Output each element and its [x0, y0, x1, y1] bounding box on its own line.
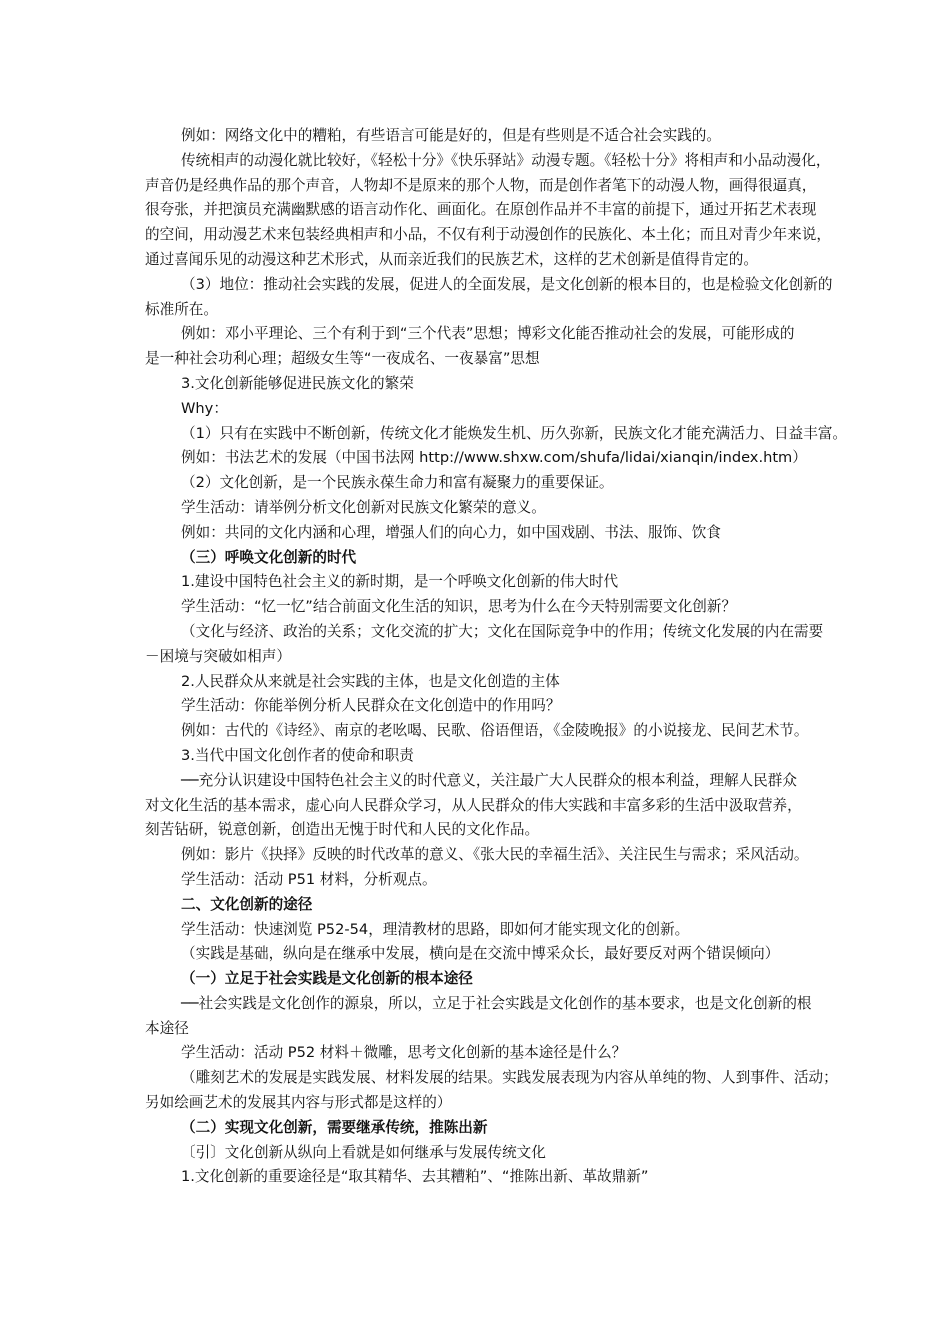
- document-body: [145, 124, 903, 1190]
- text-line: 例如：邓小平理论、三个有利于到“三个代表”思想；博彩文化能否推动社会的发展，可能形成的: [181, 325, 795, 343]
- section-heading: （二）实现文化创新，需要继承传统，推陈出新: [181, 1118, 488, 1136]
- text-line: 学生活动：快速浏览 P52-54，理清教材的思路，即如何才能实现文化的创新。: [181, 920, 690, 938]
- text-line: 例如：书法艺术的发展（中国书法网 http://www.shxw.com/shufa/lidai/xianqin/index.htm）: [181, 449, 807, 467]
- text-line: 标准所在。: [145, 300, 218, 318]
- text-line: 〔引〕文化创新从纵向上看就是如何继承与发展传统文化: [181, 1143, 546, 1161]
- text-line: 的空间，用动漫艺术来包装经典相声和小品，不仅有利于动漫创作的民族化、本土化；而且对青少年来说，: [145, 226, 831, 244]
- text-line: 学生活动：活动 P52 材料＋微雕，思考文化创新的基本途径是什么？: [181, 1044, 627, 1062]
- text-line: Why：: [181, 399, 228, 417]
- text-line: －困境与突破如相声）: [145, 647, 291, 665]
- text-line: 声音仍是经典作品的那个声音，人物却不是原来的那个人物，而是创作者笔下的动漫人物，画得很逼真，: [145, 176, 817, 194]
- text-line: （2）文化创新，是一个民族永葆生命力和富有凝聚力的重要保证。: [181, 474, 614, 492]
- text-line: 另如绘画艺术的发展其内容与形式都是这样的）: [145, 1094, 452, 1112]
- text-line: 学生活动：“忆一忆”结合前面文化生活的知识，思考为什么在今天特别需要文化创新？: [181, 598, 737, 616]
- text-line: （实践是基础，纵向是在继承中发展，横向是在交流中博采众长，最好要反对两个错误倾向）: [181, 945, 780, 963]
- text-line: 例如：网络文化中的糟粕，有些语言可能是好的，但是有些则是不适合社会实践的。: [181, 127, 721, 144]
- text-line: 学生活动：你能举例分析人民群众在文化创造中的作用吗？: [181, 697, 561, 715]
- text-line: （文化与经济、政治的关系；文化交流的扩大；文化在国际竞争中的作用；传统文化发展的内在需要: [181, 622, 824, 640]
- text-line: ──充分认识建设中国特色社会主义的时代意义，关注最广大人民群众的根本利益，理解人民群众: [181, 771, 797, 789]
- text-line: 本途径: [145, 1019, 189, 1037]
- text-line: 很夸张，并把演员充满幽默感的语言动作化、画面化。在原创作品并不丰富的前提下，通过开拓艺术表现: [145, 201, 817, 219]
- text-line: 传统相声的动漫化就比较好，《轻松十分》《快乐驿站》动漫专题。《轻松十分》将相声和小品动漫化，: [181, 151, 831, 169]
- text-line: ──社会实践是文化创作的源泉，所以，立足于社会实践是文化创作的基本要求，也是文化创新的根: [181, 994, 812, 1012]
- text-line: 2.人民群众从来就是社会实践的主体，也是文化创造的主体: [181, 672, 560, 690]
- text-line: 例如：影片《抉择》反映的时代改革的意义、《张大民的幸福生活》、关注民生与需求；采风活动。: [181, 846, 809, 864]
- text-line: 3.文化创新能够促进民族文化的繁荣: [181, 374, 414, 392]
- text-line: （3）地位：推动社会实践的发展，促进人的全面发展，是文化创新的根本目的，也是检验文化创新的: [181, 275, 833, 293]
- text-line: （雕刻艺术的发展是实践发展、材料发展的结果。实践发展表现为内容从单纯的物、人到事件、活动；: [181, 1069, 838, 1087]
- text-line: 刻苦钻研，锐意创新，创造出无愧于时代和人民的文化作品。: [145, 821, 540, 839]
- section-heading: （三）呼唤文化创新的时代: [181, 548, 357, 566]
- section-heading: （一）立足于社会实践是文化创新的根本途径: [181, 970, 473, 988]
- text-line: 1.建设中国特色社会主义的新时期，是一个呼唤文化创新的伟大时代: [181, 573, 619, 591]
- text-line: （1）只有在实践中不断创新，传统文化才能焕发生机、历久弥新，民族文化才能充满活力、日益丰富。: [181, 424, 848, 442]
- section-heading: 二、文化创新的途径: [181, 895, 313, 913]
- text-line: 通过喜闻乐见的动漫这种艺术形式，从而亲近我们的民族艺术，这样的艺术创新是值得肯定的。: [145, 250, 758, 268]
- text-line: 学生活动：活动 P51 材料，分析观点。: [181, 870, 437, 888]
- text-line: 3.当代中国文化创作者的使命和职责: [181, 746, 414, 764]
- text-line: 学生活动：请举例分析文化创新对民族文化繁荣的意义。: [181, 498, 546, 516]
- text-line: 例如：古代的《诗经》、南京的老吆喝、民歌、俗语俚语，《金陵晚报》的小说接龙、民间艺术节。: [181, 722, 809, 740]
- text-line: 1.文化创新的重要途径是“取其精华、去其糟粕”、“推陈出新、革故鼎新”: [181, 1168, 649, 1186]
- text-line: 例如：共同的文化内涵和心理，增强人们的向心力，如中国戏剧、书法、服饰、饮食: [181, 523, 721, 541]
- text-line: 对文化生活的基本需求，虚心向人民群众学习，从人民群众的伟大实践和丰富多彩的生活中汲取营养，: [145, 796, 802, 814]
- text-line: 是一种社会功利心理；超级女生等“一夜成名、一夜暴富”思想: [145, 350, 540, 368]
